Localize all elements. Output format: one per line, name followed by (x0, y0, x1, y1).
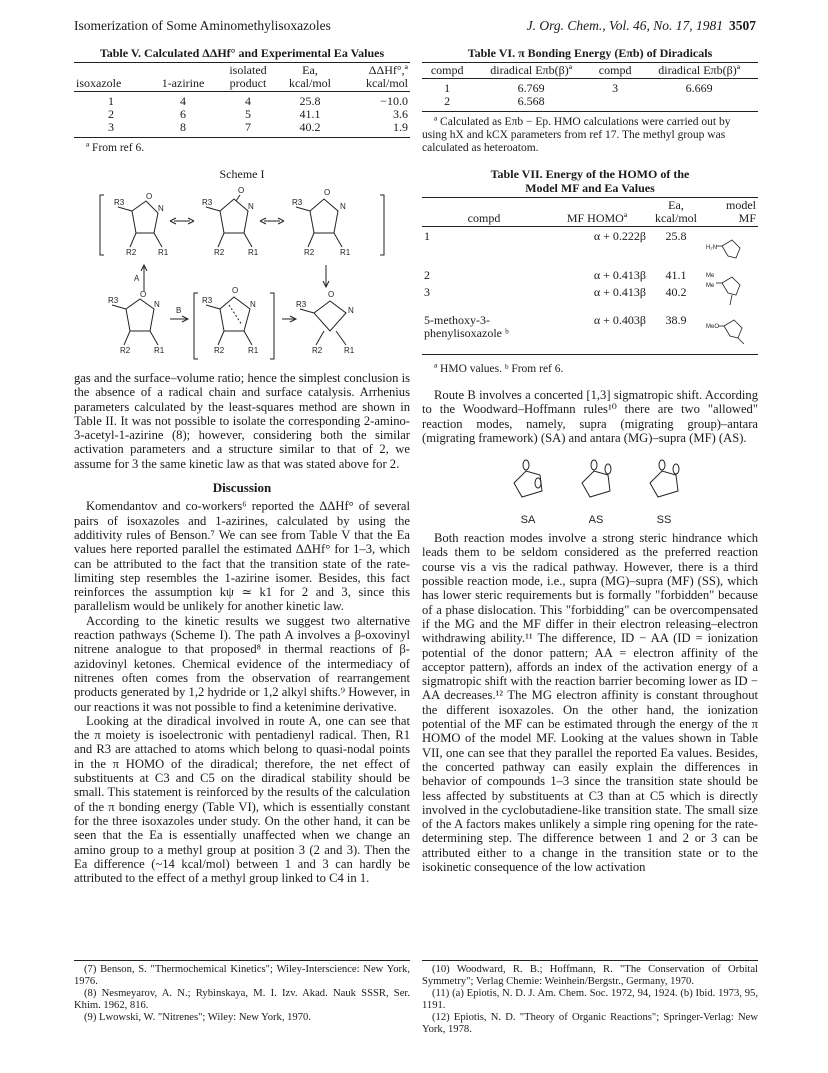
t5-h-ddhf: ΔΔHf°,ª kcal/mol (342, 63, 410, 92)
label-r1: R1 (158, 248, 169, 257)
label-r3: R3 (108, 296, 119, 305)
t5-h-product: isolated product (218, 63, 278, 92)
t6-h-energy2: diradical Eπb(β)ª (640, 63, 758, 79)
paragraph: Looking at the diradical involved in route A, one can see that the π moiety is isoelectronic with pentadienyl radical. Then, R1 and R3 are attached to atoms which belong to quasi-nodal points in the π HOMO of the diradical; therefore, the net effect of substituents at C3 and C5 on the diradical stability should be small. This statement is reinforced by the results of the calculation of the π bonding energy (Table VI), which is essentially constant for the three isoxazoles under study. On the other hand, it can be seen that the Ea is essentially unaffected when we change an amino group to a methyl group at position 3 (2 and 3). Then the Ea difference (~14 kcal/mol) between 1 and 3 can hardly be attributed to the effect of a methyl group linked to C4 in 1. (74, 713, 410, 886)
label-n: N (158, 204, 164, 213)
label-r2: R2 (304, 248, 315, 257)
model-mf-2-diagram (706, 269, 756, 311)
cell: α + 0.222β (593, 229, 646, 243)
cell: 5-methoxy-3-phenylisoxazole ᵇ (424, 313, 509, 340)
cell: 6.769 (517, 81, 545, 95)
paragraph: Both reaction modes involve a strong steric hindrance which leads them to be seldom considered as the preferred reaction course vis a vis the radical pathway. However, there is a third possible reaction mode, i.e., supra (MG)–supra (MF) (SS), which has lower steric requirements but is formally "forbidden" because of a phase dislocation. This "forbidding" can be overcompensated if the MG and the MF differ in their electron releasing–electron withdrawing ability.¹¹ The difference, ID − AA (ID = ionization potential of the donor pattern; AA = electron affinity of the acceptor pattern), affords an index of the activation energy of a sigmatropic shift with the reaction barrier becoming lower as ID − AA decreases.¹² The MG electron affinity is constant throughout the different isoxazoles. On the other hand, the ionization potential of the MF can be estimated through the energy of the π HOMO of the model MF. Looking at the values shown in Table VII, one can see that they parallel the reported Ea values. Besides, the concerted pathway can easily explain the differences in behavior of compounds 1–3 since the transition state should be less affected by substituents at C3 than at C5 which is directly involved in the cyclobutadiene-like transition state. The small size of the A factors makes unlikely a simple ring opening for the rate-determining step. The difference between 1 and 2 or 3 can be attributed either to a change in the transition state or to the isokinetic consequence of the low activation (422, 531, 758, 875)
paragraph: gas and the surface–volume ratio; hence the simplest conclusion is the absence of a radical chain and surface catalysis. Arrhenius parameters calculated by the least-squares method are shown in Table II. It was not possible to isolate the corresponding 2-amino-3-acetyl-1-azirine (8); however, considering both the similar activation parameters and a structure similar to that of 2, we assume for 3 the same kinetic law as that was stated above for 2. (74, 371, 410, 471)
cell: 6 (180, 107, 186, 121)
divider (422, 960, 758, 961)
model-mf-structure (704, 314, 758, 355)
label-n: N (248, 202, 254, 211)
table-row (422, 227, 758, 270)
table-row (74, 108, 410, 121)
cell: 2 (444, 94, 451, 108)
label-r2: R2 (312, 346, 323, 355)
t5-h-azirine: 1-azirine (148, 63, 218, 92)
cell: 25.8 (665, 229, 687, 243)
label-r2: R2 (214, 248, 225, 257)
label-r3: R3 (292, 198, 303, 207)
cell (640, 95, 758, 112)
table6-footnote: ª Calculated as Eπb − Ep. HMO calculations were carried out by using hX and kCX parameters from ref 17. The methyl group was calculated as heteroatom. (422, 116, 731, 154)
label-o: O (328, 290, 335, 299)
running-header: Isomerization of Some Aminomethylisoxazoles (74, 18, 331, 33)
cell: 3.6 (393, 107, 408, 121)
reference: (11) (a) Epiotis, N. D. J. Am. Chem. Soc. 1972, 94, 1924. (b) Ibid. 1973, 95, 1191. (422, 988, 758, 1011)
label-r1: R1 (154, 346, 165, 355)
section-heading-discussion: Discussion (212, 480, 272, 496)
label-o: O (238, 186, 245, 195)
cell: 1 (108, 94, 114, 108)
model-label: Me (706, 283, 715, 289)
right-column (422, 46, 758, 874)
cell: 1.9 (393, 120, 408, 134)
label-o: O (324, 188, 331, 197)
left-column (74, 46, 410, 885)
cell: 38.9 (665, 313, 687, 327)
label-n: N (250, 300, 256, 309)
label-r2: R2 (214, 346, 225, 355)
mode-label-ss: SS (656, 514, 672, 527)
label-r2: R2 (120, 346, 131, 355)
cell: 6.568 (517, 94, 545, 108)
table-row (74, 92, 410, 109)
label-o: O (232, 286, 239, 295)
label-o: O (146, 192, 153, 201)
table6 (422, 62, 758, 112)
cell: 3 (612, 81, 619, 95)
reference: (8) Nesmeyarov, A. N.; Rybinskaya, M. I. Izv. Akad. Nauk SSSR, Ser. Khim. 1962, 816. (74, 988, 410, 1011)
mode-label-as: AS (588, 514, 604, 527)
t5-h-ea: Ea, kcal/mol (278, 63, 342, 92)
table5 (74, 62, 410, 138)
journal-name: J. Org. Chem., Vol. 46, No. 17, 1981 (526, 18, 723, 33)
table7-caption (422, 167, 758, 195)
cell (590, 95, 640, 112)
t7-h-compd: compd (422, 198, 546, 227)
label-r1: R1 (340, 248, 351, 257)
cell: 41.1 (665, 268, 687, 282)
cell: 3 (424, 285, 430, 299)
label-n: N (348, 306, 354, 315)
cell: 25.8 (299, 94, 321, 108)
reference: (9) Lwowski, W. "Nitrenes"; Wiley: New York, 1970. (84, 1012, 311, 1023)
table6-caption: Table VI. π Bonding Energy (Eπb) of Diradicals (467, 46, 713, 60)
cell: α + 0.403β (593, 313, 646, 327)
label-path-b: B (176, 306, 182, 315)
table7-caption-line2: Model MF and Ea Values (525, 181, 655, 195)
table7-caption-line1: Table VII. Energy of the HOMO of the (490, 167, 690, 181)
label-r3: R3 (202, 198, 213, 207)
label-r3: R3 (114, 198, 125, 207)
cell: −10.0 (380, 94, 408, 108)
cell: α + 0.413β (593, 285, 646, 299)
cell: 4 (180, 94, 186, 108)
table7-footnote: ª HMO values. ᵇ From ref 6. (434, 363, 564, 375)
label-n: N (154, 300, 160, 309)
model-mf-3-diagram (706, 314, 756, 348)
label-r3: R3 (202, 296, 213, 305)
t6-h-energy: diradical Eπb(β)ª (472, 63, 590, 79)
references-right (422, 960, 758, 1036)
cell: 8 (180, 120, 186, 134)
model-mf-1-diagram (706, 230, 756, 266)
reference: (10) Woodward, R. B.; Hoffmann, R. "The Conservation of Orbital Symmetry"; Verlag Chemie: Weinhein/Bergstr., Germany, 1970. (422, 964, 758, 987)
cell: 6.669 (685, 81, 713, 95)
journal-citation (527, 18, 756, 34)
scheme-diagram (74, 181, 410, 371)
table5-footnote: ª From ref 6. (86, 142, 145, 154)
references-left (74, 960, 410, 1024)
reference: (12) Epiotis, N. D. "Theory of Organic Reactions"; Springer-Verlag: New York, 1978. (422, 1012, 758, 1035)
cell: 40.2 (299, 120, 321, 134)
cell: 1 (424, 229, 430, 243)
table-row (422, 79, 758, 96)
cell: 5 (245, 107, 251, 121)
scheme-title: Scheme I (219, 167, 265, 181)
table-row (422, 314, 758, 355)
paragraph: Route B involves a concerted [1,3] sigmatropic shift. According to the Woodward–Hoffmann rules¹⁰ there are two "allowed" reaction modes, namely, supra (migrating group)–antara (migrating framework) (SA) and antara (MG)–supra (MF) (AS). (422, 388, 758, 445)
mode-label-sa: SA (520, 514, 536, 527)
model-label: MeO (706, 324, 720, 330)
label-o: O (140, 290, 147, 299)
label-r3: R3 (296, 300, 307, 309)
page-number: 3507 (729, 18, 756, 33)
reaction-modes-diagram (422, 453, 758, 529)
label-r2: R2 (126, 248, 137, 257)
label-r1: R1 (248, 248, 259, 257)
table-row (422, 269, 758, 286)
cell: 2 (424, 268, 430, 282)
label-r1: R1 (344, 346, 355, 355)
cell: α + 0.413β (593, 268, 646, 282)
model-mf-structure (704, 269, 758, 314)
divider (74, 960, 410, 961)
cell: 41.1 (299, 107, 321, 121)
cell: 2 (108, 107, 114, 121)
table5-caption: Table V. Calculated ΔΔHf° and Experimental Ea Values (99, 46, 385, 60)
t7-h-homo: MF HOMOª (546, 198, 648, 227)
cell: 7 (245, 120, 251, 134)
label-r1: R1 (248, 346, 259, 355)
t7-h-ea: Ea, kcal/mol (648, 198, 704, 227)
label-n: N (340, 202, 346, 211)
table-row (74, 121, 410, 138)
t5-h-isoxazole: isoxazole (74, 63, 148, 92)
table-row (422, 95, 758, 112)
cell: 1 (444, 81, 451, 95)
paragraph: Komendantov and co-workers⁶ reported the ΔΔHf° of several pairs of isoxazoles and 1-azirines, calculated by using the additivity rules of Benson.⁷ We can see from Table V that the Ea values here reported parallel the estimated ΔΔHf° for 1–3, which can be attributed to the fact that the transition state of the rate-limiting step resembles the 1-azirine isomer. Besides, this fact reinforces the assumption kψ ≃ k1 for 2 and 3, since this parallelism would be unlikely for another kinetic law. (74, 499, 410, 614)
label-path-a: A (134, 274, 140, 283)
cell: 4 (245, 94, 251, 108)
model-label: H₂N (706, 245, 717, 251)
cell: 40.2 (665, 285, 687, 299)
paragraph: According to the kinetic results we suggest two alternative reaction pathways (Scheme I). The path A involves a β-oxovinyl nitrene analogue to that proposed⁸ in thermal reactions of β-azidovinyl ketones. Chemical evidence of the intermediacy of nitrenes often comes from the observation of rearrangement products generated by 1,2 hydride or 1,2 alkyl shifts.⁹ However, in our reactions it was not possible to find a ketenimine derivative. (74, 613, 410, 714)
t6-h-compd2: compd (590, 63, 640, 79)
model-mf-structure (704, 227, 758, 270)
reference: (7) Benson, S. "Thermochemical Kinetics"; Wiley-Interscience: New York, 1976. (74, 964, 410, 987)
t7-h-model: model MF (704, 198, 758, 227)
model-label: Me (706, 273, 715, 279)
cell: 3 (108, 120, 114, 134)
table7 (422, 197, 758, 355)
t6-h-compd: compd (422, 63, 472, 79)
